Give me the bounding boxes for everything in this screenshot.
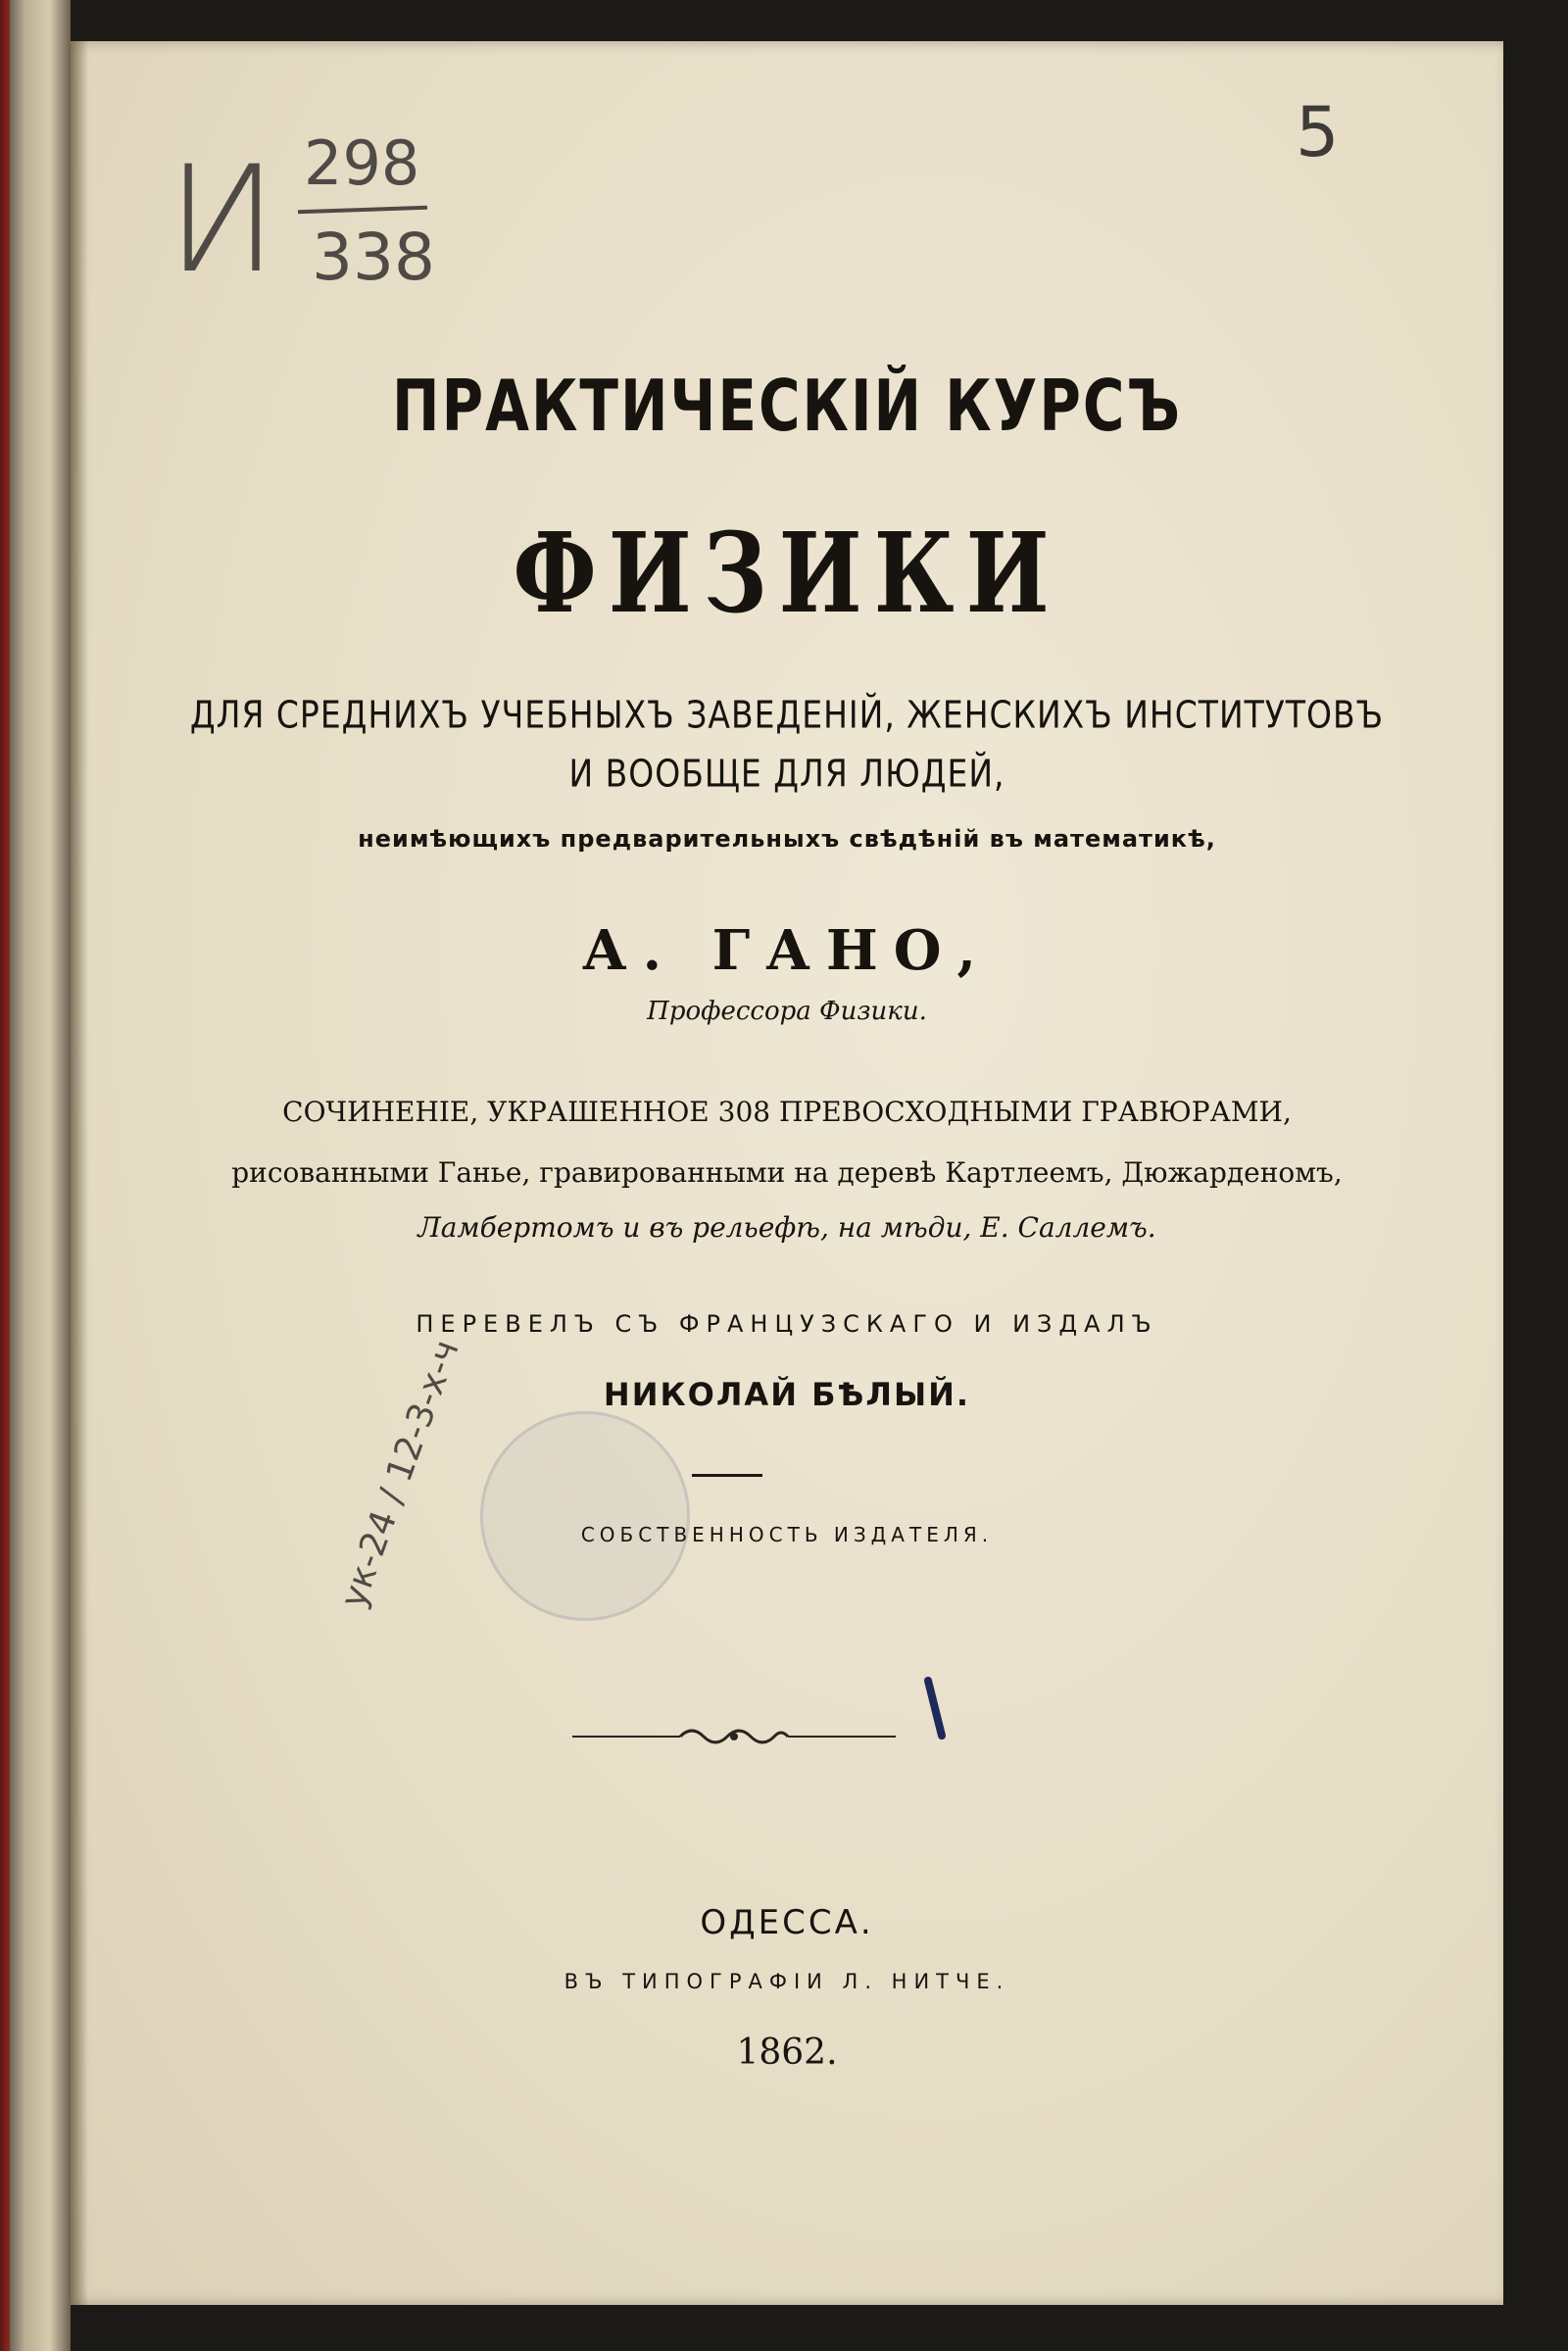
- audience-line-3: неимѣющихъ предварительныхъ свѣдѣній въ математикѣ,: [358, 825, 1216, 853]
- binding-edge: [0, 0, 10, 2351]
- author-name: А. ГАНО,: [581, 918, 993, 983]
- description-line-1: СОЧИНЕНІЕ, УКРАШЕННОЕ 308 ПРЕВОСХОДНЫМИ ГРАВЮРАМИ,: [282, 1096, 1292, 1128]
- shelfmark-divider: [298, 206, 427, 215]
- imprint-printer: ВЪ ТИПОГРАФІИ Л. НИТЧЕ.: [564, 1970, 1010, 1993]
- handwritten-corner-mark: 5: [1296, 92, 1340, 172]
- title-line-1: ПРАКТИЧЕСКІЙ КУРСЪ: [392, 364, 1182, 448]
- handwritten-margin-note: ук-24 / 12-3-х-ч: [333, 1335, 467, 1614]
- rights-notice: СОБСТВЕННОСТЬ ИЗДАТЕЛЯ.: [580, 1523, 994, 1546]
- imprint-year: 1862.: [736, 2033, 838, 2073]
- title-page: [71, 41, 1503, 2305]
- handwritten-shelfmark-bottom: 338: [312, 220, 435, 295]
- author-title: Профессора Физики.: [647, 997, 927, 1026]
- ornament-divider: [572, 1725, 896, 1748]
- facing-page-edge: [0, 0, 71, 2351]
- handwritten-shelfmark-top: 298: [304, 127, 420, 199]
- title-line-2: ФИЗИКИ: [513, 508, 1061, 639]
- description-line-3: Ламбертомъ и въ рельефѣ, на мѣди, Е. Саллемъ.: [417, 1211, 1156, 1244]
- audience-line-2: И ВООБЩЕ ДЛЯ ЛЮДЕЙ,: [568, 752, 1005, 796]
- translator-line: ПЕРЕВЕЛЪ СЪ ФРАНЦУЗСКАГО И ИЗДАЛЪ: [416, 1310, 1158, 1338]
- imprint-city: ОДЕССА.: [700, 1903, 874, 1942]
- rule-divider: [692, 1474, 762, 1477]
- translator-name: НИКОЛАЙ БѢЛЫЙ.: [603, 1376, 971, 1413]
- library-stamp: [480, 1411, 690, 1621]
- audience-line-1: ДЛЯ СРЕДНИХЪ УЧЕБНЫХЪ ЗАВЕДЕНІЙ, ЖЕНСКИХЪ ИНСТИТУТОВЪ: [189, 693, 1385, 737]
- ink-stroke: [923, 1676, 947, 1740]
- handwritten-letter: И: [167, 135, 278, 306]
- description-line-2: рисованными Ганье, гравированными на деревѣ Картлеемъ, Дюжарденомъ,: [231, 1156, 1343, 1189]
